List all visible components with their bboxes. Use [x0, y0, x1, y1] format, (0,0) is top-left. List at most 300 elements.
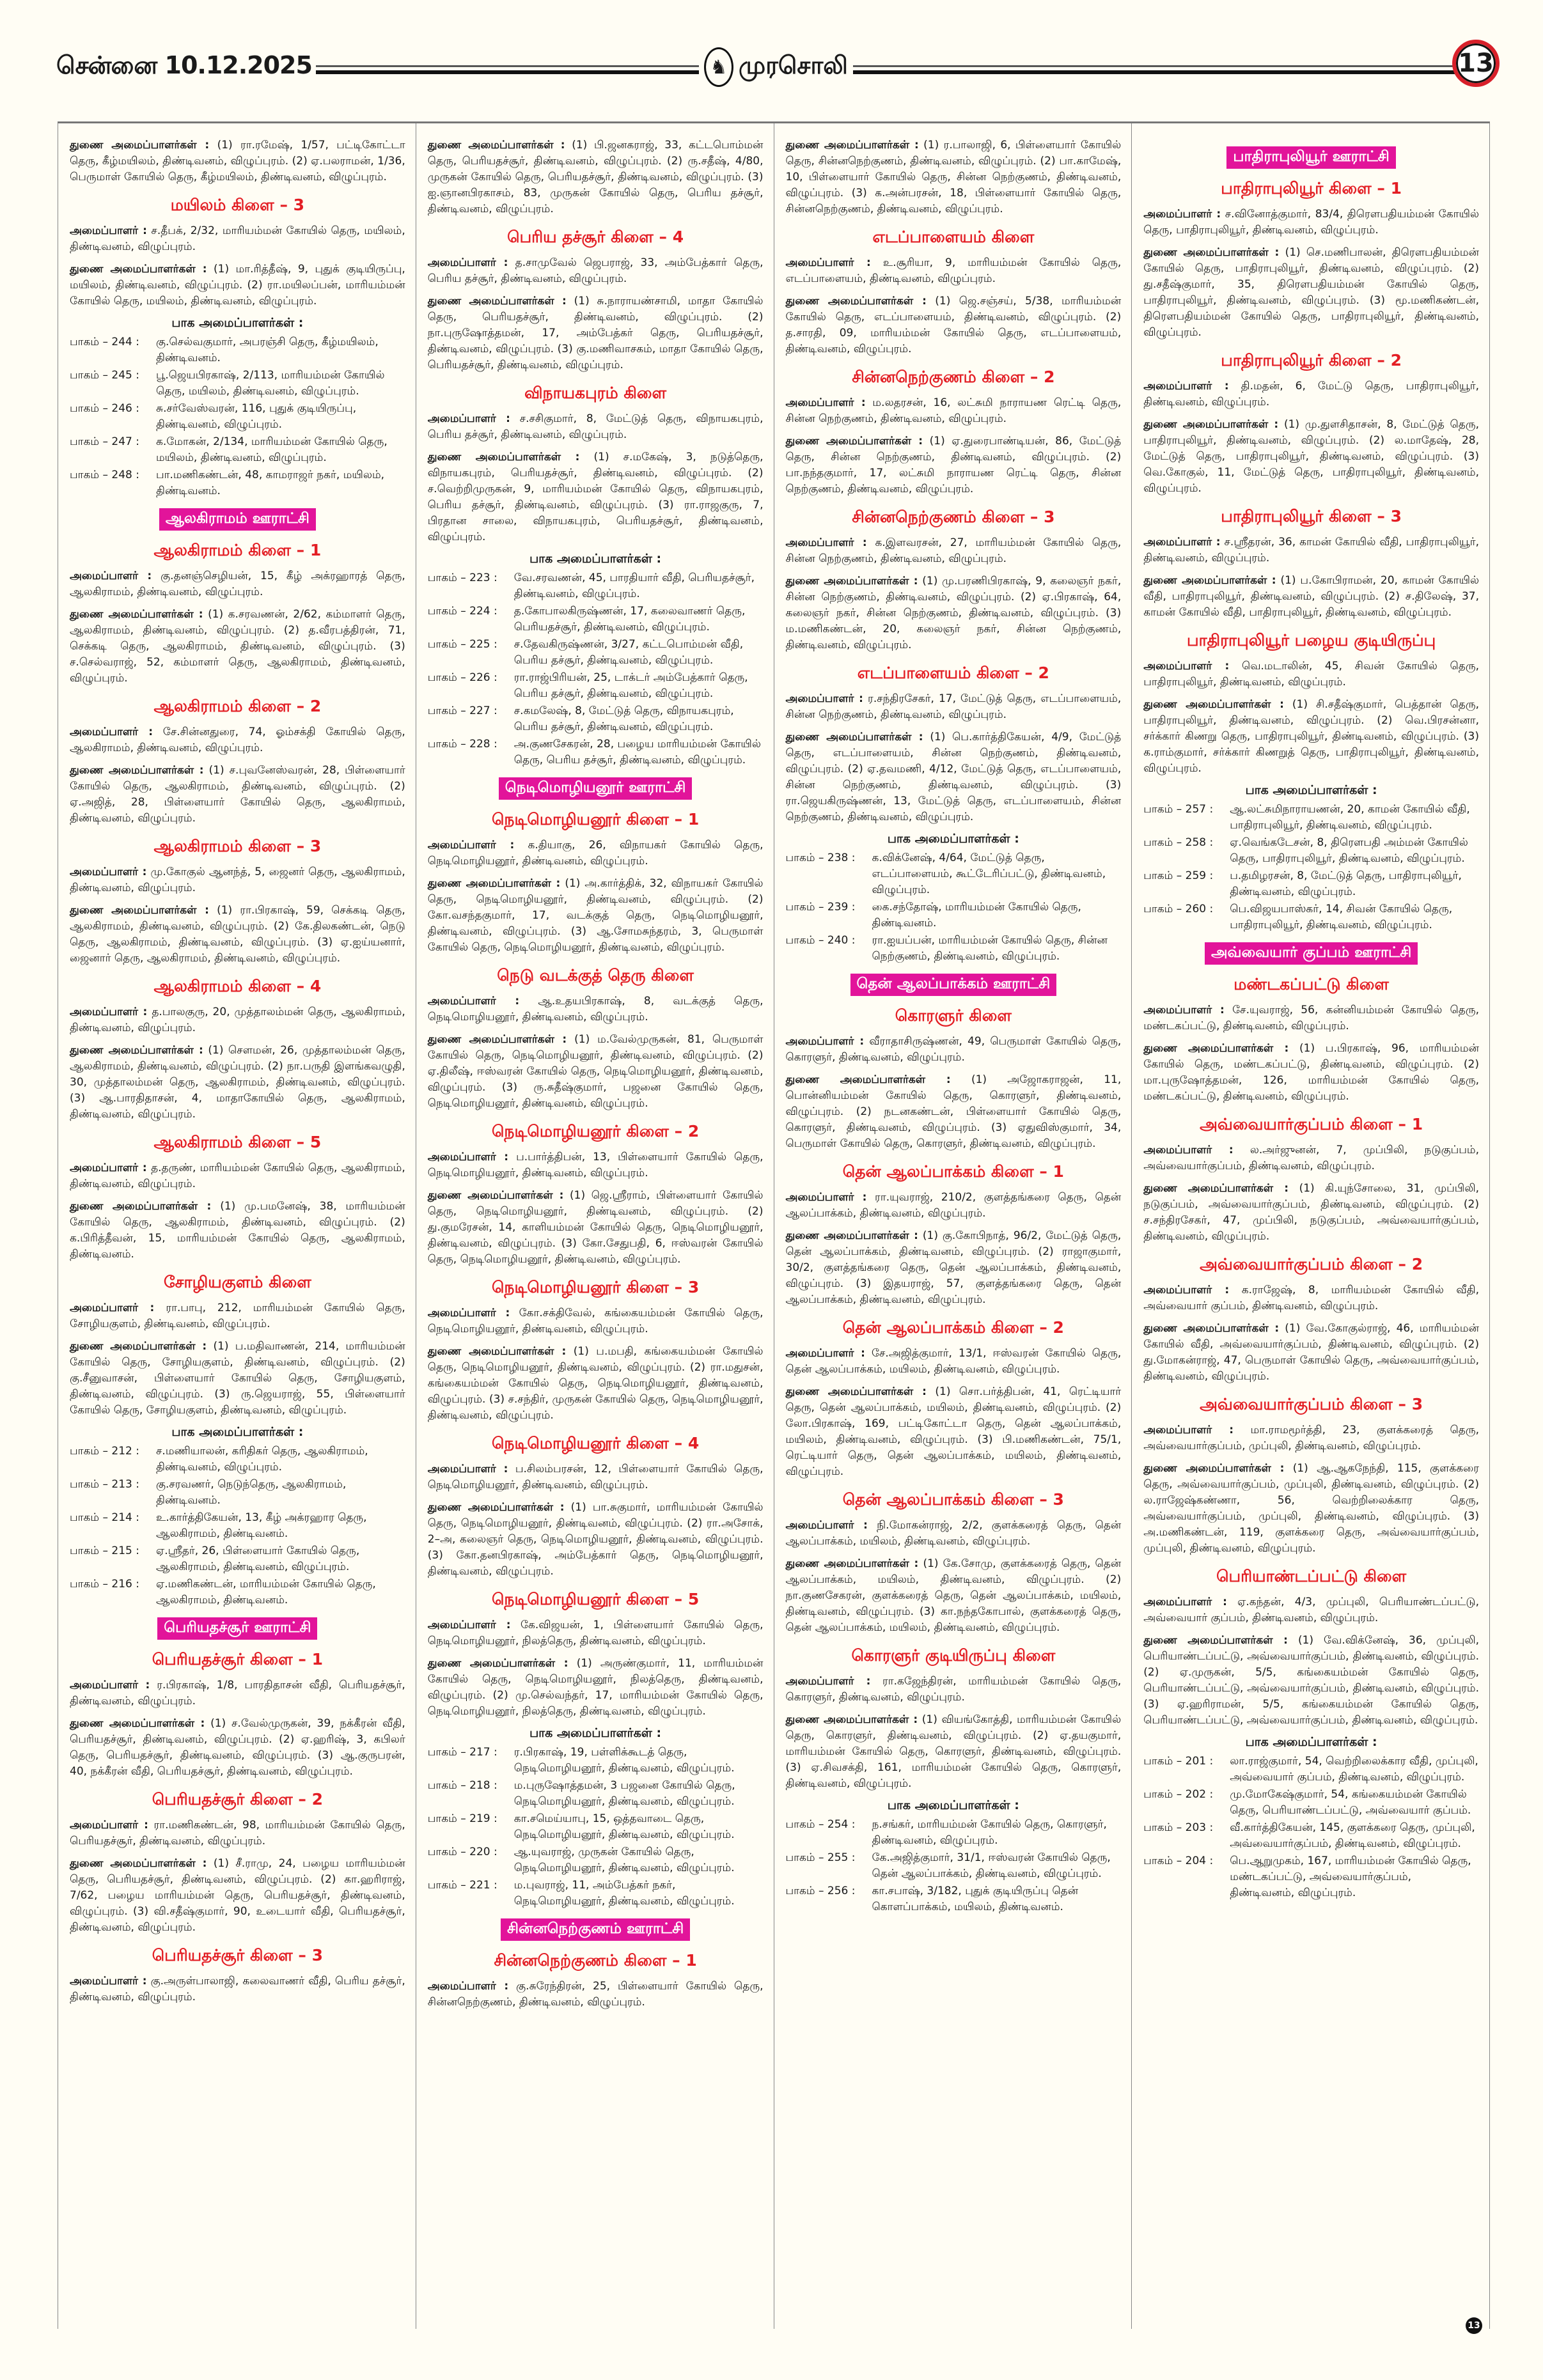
- branch-heading: அவ்வையார்குப்பம் கிளை – 2: [1200, 1255, 1423, 1273]
- branch-heading: அவ்வையார்குப்பம் கிளை – 3: [1200, 1395, 1423, 1413]
- booth-entry: [786, 1850, 1122, 1882]
- organizer-details: ர.சந்திரசேகர், 17, மேட்டுத் தெரு, எடப்பாளையம், சின்ன நெற்குணம், திண்டிவனம், விழுப்புரம்.: [785, 692, 1122, 721]
- role-label: துணை அமைப்பாளர்கள் :: [785, 1557, 919, 1570]
- booth-entry: [786, 899, 1122, 931]
- branch-heading: ஆலகிராமம் கிளை – 5: [153, 1133, 322, 1151]
- role-label: அமைப்பாளர் :: [427, 1619, 511, 1631]
- organizer-entry: [70, 1716, 405, 1780]
- branch-heading: பாதிராபுலியூர் பழைய குடியிருப்பு: [1186, 631, 1436, 649]
- booth-entry: [1143, 1754, 1479, 1785]
- role-label: துணை அமைப்பாளர்கள் :: [785, 1073, 951, 1086]
- organizer-entry: [428, 255, 764, 287]
- column-4: [1131, 123, 1490, 2329]
- organizer-details: (1) மு.பமனேஷ், 38, மாரியம்மன் கோயில் தெரு, ஆலகிராமம், திண்டிவனம், விழுப்புரம். (2) க.பிரித்தீவன், 15, மாரியம்மன் கோயில் தெரு, ஆலகிராமம், திண்டிவனம்.: [70, 1200, 405, 1261]
- organizer-entry: [786, 1228, 1122, 1308]
- organizer-details: கு.அருள்பாலாஜி, கலைவாணர் வீதி, பெரிய தச்சூர், திண்டிவனம், விழுப்புரம்.: [70, 1975, 405, 2003]
- organizer-details: (1) பெ.கார்த்திகேயன், 4/9, மேட்டுத் தெரு, எடப்பாளையம், சின்ன நெற்குணம், திண்டிவனம், விழுப்புரம். (2) ஏ.தவமணி, 4/12, மேட்டுத் தெரு, எடப்பாளையம், சின்ன நெற்குணம், திண்டிவனம், விழுப்புரம். (3) ரா.ஜெயகிருஷ்ணன், 13, மேட்டுத் தெரு, எடப்பாளையம், சின்ன நெற்குணம், திண்டிவனம், விழுப்புரம்.: [785, 731, 1122, 823]
- organizer-details: சே.சின்னதுரை, 74, ஓம்சக்தி கோயில் தெரு, ஆலகிராமம், திண்டிவனம், விழுப்புரம்.: [70, 726, 405, 754]
- organizer-entry: [70, 1677, 405, 1709]
- organizer-details: (1) கு.கோபிநாத், 96/2, மேட்டுத் தெரு, தென் ஆலப்பாக்கம், திண்டிவனம், விழுப்புரம். (2) ராஜாகுமார், 30/2, குளத்தங்கரை தெரு, தென் ஆலப்பாக்கம், திண்டிவனம், விழுப்புரம். (3) இதயராஜ், 57, குளத்தங்கரை தெரு, தென் ஆலப்பாக்கம், திண்டிவனம், விழுப்புரம்.: [785, 1229, 1122, 1306]
- role-label: துணை அமைப்பாளர்கள் :: [785, 1229, 918, 1242]
- organizer-details: வீராதாசிருஷ்ணன், 49, பெருமாள் கோயில் தெரு, கொரளுர், திண்டிவனம், விழுப்புரம்.: [785, 1035, 1122, 1064]
- booth-organizer: கா.சபாஷ், 3/182, புதுக் குடியிருப்பு தென் கொளப்பாக்கம், மயிலம், திண்டிவனம்.: [872, 1885, 1079, 1913]
- panchayat-title: சின்னநெற்குணம் ஊராட்சி: [501, 1918, 690, 1941]
- organizer-entry: [786, 729, 1122, 825]
- booth-number: பாகம் – 257 :: [1143, 803, 1214, 816]
- organizer-details: (1) ஜெ.ஸ்ரீராம், பிள்ளையார் கோயில் தெரு, நெடிமொழியனூர், திண்டிவனம், விழுப்புரம். (2) து.குமரேசன், 14, காளியம்மன் கோயில் தெரு, நெடிமொழியனூர், திண்டிவனம், விழுப்புரம். (3) கோ.சேதுபதி, 6, ஈஸ்வரன் கோயில் தெரு, நெடிமொழியனூர், திண்டிவனம், விழுப்புரம்.: [427, 1189, 764, 1266]
- role-label: துணை அமைப்பாளர்கள் :: [1143, 418, 1279, 431]
- booth-number: பாகம் – 255 :: [785, 1851, 856, 1864]
- organizer-entry: [786, 137, 1122, 217]
- organizer-details: (1) கி.யுந்சோலை, 31, முப்பிலி, நடுகுப்பம், அவ்வையார்குப்பம், திண்டிவனம், விழுப்புரம். (2) ச.சந்திரசேகர், 47, முப்பிலி, நடுகுப்பம், அவ்வையார்குப்பம், திண்டிவனம், விழுப்புரம்.: [1143, 1182, 1480, 1243]
- role-label: அமைப்பாளர் :: [70, 726, 153, 738]
- organizer-details: (1) சீ.ராமு, 24, பழைய மாரியம்மன் தெரு, பெரியதச்சூர், திண்டிவனம், விழுப்புரம். (2) கா.ஹரிராஜ், 7/62, பழைய மாரியம்மன் தெரு, பெரியதச்சூர், திண்டிவனம், விழுப்புரம். (3) வி.சதீஷ்குமார், 90, உடையார் வீதி, பெரியதச்சூர், திண்டிவனம், விழுப்புரம்.: [70, 1857, 405, 1934]
- role-label: அமைப்பாளர் :: [427, 412, 510, 425]
- booth-organizer: ரா.ஐயப்பன், மாரியம்மன் கோயில் தெரு, சின்ன நெற்குணம், திண்டிவனம், விழுப்புரம்.: [872, 934, 1108, 963]
- booth-number: பாகம் – 223 :: [427, 572, 497, 584]
- organizer-entry: [1143, 417, 1479, 497]
- organizer-entry: [1143, 1321, 1479, 1385]
- booth-organizer: வீ.கார்த்திகேயன், 145, குளக்கரை தெரு, முப்புலி, அவ்வையார்குப்பம், திண்டிவனம், விழுப்புரம்.: [1230, 1821, 1475, 1850]
- role-label: துணை அமைப்பாளர்கள் :: [427, 139, 565, 152]
- role-label: அமைப்பாளர் :: [785, 1675, 871, 1688]
- organizer-details: (1) சொ.பர்த்திபன், 41, ரெட்டியார் தெரு, தென் ஆலப்பாக்கம், மயிலம், திண்டிவனம், விழுப்புரம். (2) லோ.பிரகாஷ், 169, பட்டிகோட்டா தெரு, தென் ஆலப்பாக்கம், மயிலம், திண்டிவனம், விழுப்புரம். (3) பி.மணிகண்டன், 75/1, ரெட்டியார் தெரு, தென் ஆலப்பாக்கம், மயிலம், திண்டிவனம், விழுப்புரம்.: [785, 1385, 1122, 1478]
- organizer-details: த.சாமுவேல் ஜெபராஜ், 33, அம்பேத்கார் தெரு, பெரிய தச்சூர், திண்டிவனம், விழுப்புரம்.: [427, 256, 764, 285]
- organizer-details: (1) செ.மணிபாலன், திரௌபதியம்மன் கோயில் தெரு, பாதிராபுலியூர், திண்டிவனம், விழுப்புரம். (2) து.சதீஷ்குமார், 35, திரௌபதியம்மன் கோயில் தெரு, பாதிராபுலியூர், திண்டிவனம், விழுப்புரம். (3) மூ.மணிகண்டன், திரௌபதியம்மன் கோயில் தெரு, பாதிராபுலியூர், திண்டிவனம், விழுப்புரம்.: [1143, 246, 1480, 339]
- organizer-entry: [428, 137, 764, 217]
- organizer-details: (1) மு.பரணிபிரகாஷ், 9, கலைஞர் நகர், சின்ன நெற்குணம், திண்டிவனம், விழுப்புரம். (2) ஏ.பிரகாஷ், 64, கலைஞர் நகர், சின்ன நெற்குணம், திண்டிவனம், விழுப்புரம். (3) ம.மணிகண்டன், 20, கலைஞர் நகர், சின்ன நெற்குணம், திண்டிவனம், விழுப்புரம்.: [785, 575, 1122, 651]
- section-subheading: பாக அமைப்பாளர்கள் :: [887, 832, 1019, 846]
- booth-entry: [70, 401, 405, 433]
- booth-organizer: லா.ராஜ்குமார், 54, வெற்றிலைக்கார வீதி, முப்புலி, அவ்வையார் குப்பம், திண்டிவனம், விழுப்புரம்.: [1230, 1755, 1478, 1784]
- organizer-details: ஆ.உதயபிரகாஷ், 8, வடக்குத் தெரு, நெடிமொழியனூர், திண்டிவனம், விழுப்புரம்.: [427, 995, 764, 1023]
- branch-heading: நெடிமொழியனூர் கிளை – 3: [491, 1278, 700, 1296]
- booth-organizer: அ.குணசேகரன், 28, பழைய மாரியம்மன் கோயில் தெரு, பெரிய தச்சூர், திண்டிவனம், விழுப்புரம்.: [513, 738, 761, 766]
- booth-entry: [428, 1811, 764, 1843]
- organizer-entry: [786, 433, 1122, 497]
- branch-heading: நெடிமொழியனூர் கிளை – 4: [491, 1434, 700, 1452]
- panchayat-title: பெரியதச்சூர் ஊராட்சி: [157, 1617, 317, 1640]
- organizer-details: கே.விஜயன், 1, பிள்ளையார் கோயில் தெரு, நெடிமொழியனூர், நிலத்தெரு, திண்டிவனம், விழுப்புரம்.: [427, 1619, 764, 1647]
- branch-heading: பாதிராபுலியூர் கிளை – 2: [1221, 351, 1402, 369]
- booth-number: பாகம் – 218 :: [427, 1779, 497, 1792]
- organizer-details: (1) ச.புவனேஸ்வரன், 28, பிள்ளையார் கோயில் தெரு, ஆலகிராமம், திண்டிவனம், விழுப்புரம். (2) ஏ.அஜித், 28, பிள்ளையார் கோயில் தெரு, ஆலகிராமம், திண்டிவனம், விழுப்புரம்.: [70, 764, 405, 825]
- booth-entry: [428, 670, 764, 702]
- organizer-entry: [1143, 697, 1479, 777]
- organizer-entry: [70, 1973, 405, 2005]
- role-label: அமைப்பாளர் :: [1143, 1284, 1230, 1296]
- organizer-details: சே.யுவராஜ், 56, கன்னியம்மன் கோயில் தெரு, மண்டகப்பட்டு, திண்டிவனம், விழுப்புரம்.: [1143, 1004, 1479, 1032]
- booth-entry: [70, 1443, 405, 1475]
- booth-organizer: பெ.ஆறுமுகம், 167, மாரியம்மன் கோயில் தெரு, மண்டகப்பட்டு, அவ்வையார்குப்பம், திண்டிவனம், விழுப்புரம்.: [1230, 1855, 1471, 1899]
- organizer-entry: [1143, 1461, 1479, 1557]
- booth-number: பாகம் – 254 :: [785, 1818, 856, 1831]
- organizer-entry: [786, 293, 1122, 357]
- organizer-entry: [786, 1034, 1122, 1066]
- panchayat-title: பாதிராபுலியூர் ஊராட்சி: [1226, 146, 1395, 169]
- section-subheading: பாக அமைப்பாளர்கள் :: [1245, 1735, 1377, 1749]
- booth-entry: [1143, 802, 1479, 834]
- organizer-details: வெ.மடாலின், 45, சிவன் கோயில் தெரு, பாதிராபுலியூர், திண்டிவனம், விழுப்புரம்.: [1143, 660, 1479, 688]
- page-number-badge: 13: [1452, 40, 1500, 87]
- role-label: அமைப்பாளர் :: [70, 1006, 148, 1018]
- booth-entry: [70, 434, 405, 466]
- organizer-details: ஏ.கந்தன், 4/3, முப்புலி, பெரியாண்டப்பட்டு, அவ்வையார் குப்பம், திண்டிவனம், விழுப்புரம்.: [1143, 1596, 1480, 1624]
- paper-logo: [699, 45, 853, 89]
- section-subheading: பாக அமைப்பாளர்கள் :: [1245, 783, 1377, 797]
- branch-heading: விநாயகபுரம் கிளை: [524, 384, 667, 402]
- organizer-entry: [786, 1190, 1122, 1222]
- role-label: துணை அமைப்பாளர்கள் :: [427, 1189, 564, 1202]
- organizer-details: மா.ராமமூர்த்தி, 23, குளக்கரைத் தெரு, அவ்வையார்குப்பம், முப்புலி, திண்டிவனம், விழுப்புரம்.: [1143, 1424, 1479, 1452]
- paper-name: முரசொலி: [739, 51, 848, 79]
- role-label: அமைப்பாளர் :: [785, 536, 867, 549]
- booth-entry: [786, 1883, 1122, 1915]
- role-label: துணை அமைப்பாளர்கள் :: [427, 1501, 565, 1514]
- booth-organizer: கை.சந்தோஷ், மாரியம்மன் கோயில் தெரு, திண்டிவனம்.: [872, 901, 1081, 929]
- organizer-details: ப.சிலம்பரசன், 12, பிள்ளையார் கோயில் தெரு, நெடிமொழியனூர், திண்டிவனம், விழுப்புரம்.: [427, 1463, 764, 1491]
- booth-number: பாகம் – 256 :: [785, 1885, 856, 1897]
- organizer-details: ரா.கஜேந்திரன், மாரியம்மன் கோயில் தெரு, கொரளுர், திண்டிவனம், விழுப்புரம்.: [785, 1675, 1122, 1704]
- organizer-entry: [1143, 573, 1479, 621]
- role-label: துணை அமைப்பாளர்கள் :: [427, 1657, 568, 1670]
- section-subheading: பாக அமைப்பாளர்கள் :: [171, 316, 304, 330]
- role-label: துணை அமைப்பாளர்கள் :: [427, 1033, 567, 1046]
- booth-entry: [1143, 1853, 1479, 1901]
- booth-entry: [70, 368, 405, 400]
- organizer-entry: [786, 1556, 1122, 1636]
- organizer-details: (1) வே.விக்னேஷ், 36, முப்புலி, பெரியாண்டப்பட்டு, அவ்வையார்குப்பம், திண்டிவனம், விழுப்புரம். (2) ஏ.முருகன், 5/5, கங்கையம்மன் கோயில் தெரு, பெரியாண்டப்பட்டு, அவ்வையார்குப்பம், திண்டிவனம், விழுப்புரம். (3) ஏ.ஹரிராமன், 5/5, கங்கையம்மன் கோயில் தெரு, பெரியாண்டப்பட்டு, அவ்வையார்குப்பம், திண்டிவனம், விழுப்புரம்.: [1143, 1634, 1480, 1727]
- organizer-entry: [786, 395, 1122, 427]
- role-label: அமைப்பாளர் :: [1143, 1144, 1234, 1156]
- organizer-details: ச.வினோத்குமார், 83/4, திரௌபதியம்மன் கோயில் தெரு, பாதிராபுலியூர், திண்டிவனம், விழுப்புரம்.: [1143, 208, 1480, 237]
- role-label: அமைப்பாளர் :: [70, 1975, 147, 1987]
- role-label: துணை அமைப்பாளர்கள் :: [427, 451, 580, 463]
- booth-entry: [428, 1878, 764, 1909]
- role-label: துணை அமைப்பாளர்கள் :: [785, 295, 927, 307]
- booth-organizer: கு.செல்வகுமார், அபரஞ்சி தெரு, கீழ்மயிலம், திண்டிவனம்.: [156, 336, 379, 364]
- role-label: அமைப்பாளர் :: [1143, 1004, 1225, 1016]
- role-label: துணை அமைப்பாளர்கள் :: [1143, 1462, 1285, 1475]
- organizer-details: (1) கே.சோமு, குளக்கரைத் தெரு, தென் ஆலப்பாக்கம், மயிலம், திண்டிவனம், விழுப்புரம். (2) நா.குணசேகரன், குளக்கரைத் தெரு, தென் ஆலப்பாக்கம், மயிலம், திண்டிவனம், விழுப்புரம். (3) கா.நந்தகோபால், குளக்கரைத் தெரு, தென் ஆலப்பாக்கம், மயிலம், திண்டிவனம், விழுப்புரம்.: [785, 1557, 1122, 1634]
- section-subheading: பாக அமைப்பாளர்கள் :: [171, 1425, 304, 1439]
- role-label: துணை அமைப்பாளர்கள் :: [1143, 1042, 1289, 1055]
- organizer-details: கோ.சக்திவேல், கங்கையம்மன் கோயில் தெரு, நெடிமொழியனூர், திண்டிவனம், விழுப்புரம்.: [427, 1307, 764, 1335]
- booth-number: பாகம் – 204 :: [1143, 1855, 1214, 1867]
- booth-number: பாகம் – 259 :: [1143, 869, 1214, 882]
- booth-organizer: க.விக்னேஷ், 4/64, மேட்டுத் தெரு, எடப்பாளையம், கூட்டேரிப்பட்டு, திண்டிவனம், விழுப்புரம்.: [872, 852, 1106, 896]
- organizer-entry: [786, 535, 1122, 567]
- organizer-entry: [428, 1617, 764, 1649]
- booth-number: பாகம் – 215 :: [70, 1544, 139, 1557]
- booth-entry: [70, 1543, 405, 1575]
- booth-number: பாகம் – 220 :: [427, 1846, 497, 1858]
- booth-organizer: த.கோபாலகிருஷ்ணன், 17, கலைவாணர் தெரு, பெரியதச்சூர், திண்டிவனம், விழுப்புரம்.: [513, 605, 746, 634]
- branch-heading: எடப்பாளையம் கிளை – 2: [857, 664, 1049, 682]
- role-label: அமைப்பாளர் :: [1143, 1424, 1234, 1436]
- booth-entry: [786, 933, 1122, 965]
- organizer-details: ரா.மணிகண்டன், 98, மாரியம்மன் கோயில் தெரு, பெரியதச்சூர், திண்டிவனம், விழுப்புரம்.: [70, 1819, 405, 1847]
- booth-organizer: ஏ.ஸ்ரீதர், 26, பிள்ளையார் கோயில் தெரு, ஆலகிராமம், திண்டிவனம், விழுப்புரம்.: [156, 1544, 360, 1573]
- booth-organizer: ர.பிரகாஷ், 19, பள்ளிக்கூடத் தெரு, நெடிமொழியனூர், திண்டிவனம், விழுப்புரம்.: [513, 1746, 735, 1775]
- role-label: துணை அமைப்பாளர்கள் :: [427, 1345, 567, 1358]
- role-label: அமைப்பாளர் :: [427, 995, 520, 1007]
- booth-organizer: ஆ.லட்சுமிநாராயணன், 20, காமன் கோயில் வீதி, பாதிராபுலியூர், திண்டிவனம், விழுப்புரம்.: [1230, 803, 1470, 832]
- organizer-details: ல.அர்ஜுனன், 7, முப்பிலி, நடுகுப்பம், அவ்வையார்குப்பம், திண்டிவனம், விழுப்புரம்.: [1143, 1144, 1480, 1172]
- booth-entry: [70, 467, 405, 499]
- booth-entry: [786, 1817, 1122, 1849]
- organizer-details: (1) ப.பிரகாஷ், 96, மாரியம்மன் கோயில் தெரு, மண்டகப்பட்டு, திண்டிவனம், விழுப்புரம். (2) மா.புருஷோத்தமன், 126, மாரியம்மன் கோயில் தெரு, மண்டகப்பட்டு, திண்டிவனம், விழுப்புரம்.: [1143, 1042, 1480, 1103]
- organizer-details: ரா.பாபு, 212, மாரியம்மன் கோயில் தெரு, சோழியகுளம், திண்டிவனம், விழுப்புரம்.: [70, 1302, 405, 1330]
- panchayat-banner: [70, 508, 405, 531]
- organizer-entry: [70, 763, 405, 827]
- branch-heading: பாதிராபுலியூர் கிளை – 3: [1221, 507, 1402, 525]
- booth-number: பாகம் – 217 :: [427, 1746, 497, 1759]
- organizer-details: சே.அஜித்குமார், 13/1, ஈஸ்வரன் கோயில் தெரு, தென் ஆலப்பாக்கம், மயிலம், திண்டிவனம், விழுப்புரம்.: [785, 1347, 1122, 1376]
- column-3: [774, 123, 1132, 2329]
- organizer-details: (1) மா.ரித்தீஷ், 9, புதுக் குடியிருப்பு, மயிலம், திண்டிவனம், விழுப்புரம். (2) ரா.மயிலப்பன், மாரியம்மன் கோயில் தெரு, மயிலம், திண்டிவனம், விழுப்புரம்.: [70, 263, 405, 307]
- branch-heading: அவ்வையார்குப்பம் கிளை – 1: [1200, 1115, 1423, 1133]
- organizer-entry: [70, 607, 405, 687]
- booth-organizer: ந.சங்கர், மாரியம்மன் கோயில் தெரு, கொரளுர், திண்டிவனம், விழுப்புரம்.: [872, 1818, 1107, 1847]
- booth-organizer: பெ.விஜயபாஸ்கர், 14, சிவன் கோயில் தெரு, பாதிராபுலியூர், திண்டிவனம், விழுப்புரம்.: [1230, 903, 1453, 931]
- role-label: துணை அமைப்பாளர்கள் :: [427, 877, 561, 890]
- booth-entry: [1143, 1820, 1479, 1852]
- organizer-details: கு.சுரேந்திரன், 25, பிள்ளையார் கோயில் தெரு, சின்னநெற்குணம், திண்டிவனம், விழுப்புரம்.: [427, 1980, 764, 2009]
- booth-number: பாகம் – 213 :: [70, 1478, 139, 1491]
- organizer-details: (1) அஜோகராஜன், 11, பொன்னியம்மன் கோயில் தெரு, கொரளுர், திண்டிவனம், விழுப்புரம். (2) நடனகண்டன், பிள்ளையார் கோயில் தெரு, கொரளுர், திண்டிவனம், விழுப்புரம். (3) ஏதுவிஸ்குமார், 34, பெருமாள் கோயில் தெரு, கொரளுர், திண்டிவனம், விழுப்புரம்.: [785, 1073, 1122, 1150]
- organizer-details: (1) ப.மதிவாணன், 214, மாரியம்மன் கோயில் தெரு, சோழியகுளம், திண்டிவனம், விழுப்புரம். (2) கு.சீனுவாசன், பிள்ளையார் கோயில் தெரு, சோழியகுளம், திண்டிவனம், விழுப்புரம். (3) ரு.ஜெயராஜ், 55, பிள்ளையார் கோயில் தெரு, சோழியகுளம், திண்டிவனம், விழுப்புரம்.: [70, 1340, 405, 1417]
- role-label: அமைப்பாளர் :: [785, 1191, 867, 1204]
- organizer-entry: [70, 1199, 405, 1263]
- panchayat-title: ஆலகிராமம் ஊராட்சி: [159, 508, 316, 531]
- organizer-details: (1) ப.மபதி, கங்கையம்மன் கோயில் தெரு, நெடிமொழியனூர், திண்டிவனம், விழுப்புரம். (2) ரா.மதுசன், கங்கையம்மன் கோயில் தெரு, நெடிமொழியனூர், திண்டிவனம், விழுப்புரம். (3) ச.சந்திர், முருகன் கோயில் தெரு, நெடிமொழியனூர், திண்டிவனம், விழுப்புரம்.: [427, 1345, 764, 1422]
- organizer-details: (1) க.சரவணன், 2/62, கம்மாளர் தெரு, ஆலகிராமம், திண்டிவனம், விழுப்புரம். (2) த.வீரபத்திரன், 71, செக்கடி தெரு, ஆலகிராமம், திண்டிவனம், விழுப்புரம். (3) ச.செல்வராஜ், 52, கம்மாளர் தெரு, ஆலகிராமம், திண்டிவனம், விழுப்புரம்.: [70, 608, 405, 685]
- panchayat-banner: [1143, 942, 1479, 965]
- role-label: அமைப்பாளர் :: [785, 1347, 865, 1360]
- role-label: அமைப்பாளர் :: [1143, 208, 1221, 221]
- branch-heading: மண்டகப்பட்டு கிளை: [1234, 975, 1389, 993]
- organizer-details: (1) சௌமன், 26, முத்தாலம்மன் தெரு, ஆலகிராமம், திண்டிவனம், விழுப்புரம். (2) நா.பருதி இளங்கவழுதி, 30, முத்தாலம்மன் தெரு, ஆலகிராமம், திண்டிவனம், விழுப்புரம். (3) ஆ.பாரதிதாசன், 4, மாதாகோயில் தெரு, ஆலகிராமம், திண்டிவனம், விழுப்புரம்.: [70, 1044, 405, 1121]
- role-label: துணை அமைப்பாளர்கள் :: [785, 575, 918, 587]
- organizer-entry: [1143, 245, 1479, 341]
- organizer-entry: [1143, 1002, 1479, 1034]
- branch-heading: கொரளுர் கிளை: [895, 1006, 1012, 1025]
- organizer-details: (1) அருண்குமார், 11, மாரியம்மன் கோயில் தெரு, நெடிமொழியனூர், நிலத்தெரு, திண்டிவனம், விழுப்புரம். (2) மு.செல்வந்தர், 17, மாரியம்மன் கோயில் தெரு, நெடிமொழியனூர், நிலத்தெரு, திண்டிவனம், விழுப்புரம்.: [427, 1657, 764, 1718]
- organizer-details: (1) சு.நாராயண்சாமி, மாதா கோயில் தெரு, பெரியதச்சூர், திண்டிவனம், விழுப்புரம். (2) நா.புருஷோத்தமன், 17, அம்பேத்கர் தெரு, பெரியதச்சூர், திண்டிவனம், விழுப்புரம். (3) கு.மணிவாசகம், மாதா கோயில் தெரு, பெரியதச்சூர், திண்டிவனம், விழுப்புரம்.: [427, 295, 764, 371]
- organizer-details: க.இளவரசன், 27, மாரியம்மன் கோயில் தெரு, சின்ன நெற்குணம், திண்டிவனம், விழுப்புரம்.: [785, 536, 1122, 565]
- organizer-details: தி.மதன், 6, மேட்டு தெரு, பாதிராபுலியூர், திண்டிவனம், விழுப்புரம்.: [1143, 380, 1480, 408]
- branch-heading: நெடிமொழியனூர் கிளை – 2: [491, 1122, 700, 1140]
- booth-entry: [70, 334, 405, 366]
- booth-number: பாகம் – 228 :: [427, 738, 497, 751]
- branch-heading: நெடிமொழியனூர் கிளை – 5: [491, 1590, 700, 1608]
- branch-heading: பெரியாண்டப்பட்டு கிளை: [1216, 1567, 1407, 1585]
- booth-organizer: க.மோகன், 2/134, மாரியம்மன் கோயில் தெரு, மயிலம், திண்டிவனம், விழுப்புரம்.: [156, 435, 388, 464]
- booth-entry: [70, 1477, 405, 1509]
- role-label: துணை அமைப்பாளர்கள் :: [427, 295, 567, 307]
- booth-number: பாகம் – 258 :: [1143, 836, 1214, 849]
- branch-heading: பெரியதச்சூர் கிளை – 3: [152, 1946, 324, 1964]
- booth-organizer: மு.மோகேஷ்குமார், 54, கங்கையம்மன் கோயில் தெரு, பெரியாண்டப்பட்டு, அவ்வையார் குப்பம்.: [1230, 1788, 1471, 1817]
- organizer-entry: [428, 1149, 764, 1181]
- booth-number: பாகம் – 214 :: [70, 1511, 139, 1524]
- panchayat-banner: [1143, 146, 1479, 169]
- role-label: துணை அமைப்பாளர்கள் :: [1143, 698, 1284, 711]
- organizer-details: ச.ஸ்ரீதரன், 36, காமன் கோயில் வீதி, பாதிராபுலியூர், திண்டிவனம், விழுப்புரம்.: [1143, 536, 1479, 564]
- footer-page-number: 13: [1466, 2317, 1482, 2334]
- organizer-entry: [70, 1339, 405, 1419]
- booth-entry: [428, 570, 764, 602]
- organizer-details: (1) ச.வேல்முருகன், 39, நக்கீரன் வீதி, பெரியதச்சூர், திண்டிவனம், விழுப்புரம். (2) ஏ.ஹரிஷ், 3, கபிலர் தெரு, பெரியதச்சூர், திண்டிவனம், விழுப்புரம். (3) ஆ.குருபரன், 40, நக்கீரன் வீதி, பெரியதச்சூர், திண்டிவனம், விழுப்புரம்.: [70, 1717, 405, 1778]
- organizer-entry: [786, 1518, 1122, 1550]
- article-columns: [58, 121, 1490, 2329]
- organizer-details: (1) ர.பாலாஜி, 6, பிள்ளையார் கோயில் தெரு, சின்னநெற்குணம், திண்டிவனம், விழுப்புரம். (2) பா.காமேஷ், 10, பிள்ளையார் கோயில் தெரு, சின்ன நெற்குணம், திண்டிவனம், விழுப்புரம். (3) க.அன்பரசன், 18, பிள்ளையார் கோயில் தெரு, சின்னநெற்குணம், திண்டிவனம், விழுப்புரம்.: [785, 139, 1122, 215]
- branch-heading: பெரியதச்சூர் கிளை – 1: [152, 1650, 324, 1668]
- organizer-details: ச.சசிகுமார், 8, மேட்டுத் தெரு, விநாயகபுரம், பெரிய தச்சூர், திண்டிவனம், விழுப்புரம்.: [427, 412, 764, 441]
- branch-heading: மயிலம் கிளை – 3: [170, 196, 305, 214]
- role-label: அமைப்பாளர் :: [70, 1819, 148, 1832]
- organizer-details: (1) ஜெ.சஞ்சய், 5/38, மாரியம்மன் கோயில் தெரு, எடப்பாளையம், திண்டிவனம், விழுப்புரம். (2) த.சாரதி, 09, மாரியம்மன் கோயில் தெரு, எடப்பாளையம், திண்டிவனம், விழுப்புரம்.: [785, 295, 1122, 355]
- booth-organizer: ம.புவராஜ், 11, அம்பேத்கர் நகர், நெடிமொழியனூர், திண்டிவனம், விழுப்புரம்.: [513, 1879, 735, 1908]
- booth-organizer: வே.சரவணன், 45, பாரதியார் வீதி, பெரியதச்சூர், திண்டிவனம், விழுப்புரம்.: [513, 572, 755, 600]
- branch-heading: நெடிமொழியனூர் கிளை – 1: [491, 810, 700, 828]
- organizer-entry: [1143, 206, 1479, 238]
- role-label: அமைப்பாளர் :: [785, 692, 863, 705]
- role-label: துணை அமைப்பாளர்கள் :: [785, 435, 923, 447]
- role-label: துணை அமைப்பாளர்கள் :: [1143, 1634, 1288, 1647]
- organizer-entry: [428, 1032, 764, 1112]
- role-label: அமைப்பாளர் :: [427, 1151, 509, 1163]
- booth-organizer: பூ.ஜெயபிரகாஷ், 2/113, மாரியம்மன் கோயில் தெரு, மயிலம், திண்டிவனம், விழுப்புரம்.: [156, 369, 385, 398]
- organizer-entry: [70, 261, 405, 309]
- organizer-entry: [1143, 1041, 1479, 1105]
- organizer-details: (1) ரா.ரமேஷ், 1/57, பட்டிகோட்டா தெரு, கீழ்மயிலம், திண்டிவனம், விழுப்புரம். (2) ஏ.பலராமன், 1/36, பெருமாள் கோயில் தெரு, கீழ்மயிலம், திண்டிவனம், விழுப்புரம்.: [70, 139, 405, 183]
- organizer-entry: [428, 1500, 764, 1580]
- organizer-details: (1) பா.சுகுமார், மாரியம்மன் கோயில் தெரு, நெடிமொழியனூர், திண்டிவனம், விழுப்புரம். (2) ரா.அசோக், 2–அ, கலைஞர் தெரு, நெடிமொழியனூர், திண்டிவனம், விழுப்புரம். (3) கோ.தனபிரகாஷ், அம்பேத்கார் தெரு, நெடிமொழியனூர், திண்டிவனம், விழுப்புரம்.: [427, 1501, 764, 1578]
- section-subheading: பாக அமைப்பாளர்கள் :: [887, 1798, 1019, 1812]
- panchayat-banner: [70, 1617, 405, 1640]
- organizer-entry: [70, 1160, 405, 1192]
- role-label: துணை அமைப்பாளர்கள் :: [70, 1200, 212, 1213]
- role-label: துணை அமைப்பாளர்கள் :: [70, 764, 204, 777]
- booth-entry: [428, 1745, 764, 1777]
- booth-number: பாகம் – 227 :: [427, 704, 497, 717]
- column-1: [58, 123, 416, 2329]
- organizer-details: (1) ச.மகேஷ், 3, நடுத்தெரு, விநாயகபுரம், பெரியதச்சூர், திண்டிவனம், விழுப்புரம். (2) ச.வெற்றிமுருகன், 9, மாரியம்மன் கோயில் தெரு, விநாயகபுரம், பெரிய தச்சூர், திண்டிவனம், விழுப்புரம். (3) ரா.ராஜகுரு, 7, பிரதான சாலை, விநாயகபுரம், பெரியதச்சூர், திண்டிவனம், விழுப்புரம்.: [427, 451, 764, 543]
- branch-heading: ஆலகிராமம் கிளை – 1: [153, 541, 322, 559]
- panchayat-title: நெடிமொழியனூர் ஊராட்சி: [499, 777, 693, 800]
- organizer-entry: [70, 1300, 405, 1332]
- organizer-details: க.தியாகு, 26, விநாயகர் கோயில் தெரு, நெடிமொழியனூர், திண்டிவனம், விழுப்புரம்.: [427, 839, 764, 867]
- organizer-entry: [786, 691, 1122, 723]
- booth-organizer: ச.தேவகிருஷ்ணன், 3/27, கட்டபொம்மன் வீதி, பெரிய தச்சூர், திண்டிவனம், விழுப்புரம்.: [513, 638, 744, 667]
- role-label: துணை அமைப்பாளர்கள் :: [70, 263, 207, 276]
- booth-number: பாகம் – 247 :: [70, 435, 139, 448]
- branch-heading: பெரிய தச்சூர் கிளை – 4: [507, 228, 684, 246]
- booth-number: பாகம் – 221 :: [427, 1879, 497, 1892]
- organizer-details: க.ராஜேஷ், 8, மாரியம்மன் கோயில் வீதி, அவ்வையார் குப்பம், திண்டிவனம், விழுப்புரம்.: [1143, 1284, 1480, 1312]
- branch-heading: எடப்பாளையம் கிளை: [872, 228, 1035, 246]
- organizer-entry: [428, 1979, 764, 2011]
- role-label: அமைப்பாளர் :: [70, 1302, 155, 1314]
- organizer-entry: [1143, 1142, 1479, 1174]
- booth-organizer: ஏ.மணிகண்டன், மாரியம்மன் கோயில் தெரு, ஆலகிராமம், திண்டிவனம்.: [156, 1578, 376, 1606]
- organizer-entry: [786, 255, 1122, 287]
- organizer-entry: [70, 137, 405, 185]
- role-label: அமைப்பாளர் :: [70, 1162, 147, 1174]
- role-label: துணை அமைப்பாளர்கள் :: [70, 608, 203, 621]
- organizer-details: (1) ஏ.துரைபாண்டியன், 86, மேட்டுத் தெரு, சின்ன நெற்குணம், திண்டிவனம், விழுப்புரம். (2) பா.நந்தகுமார், 17, லட்சுமி நாராயண ரெட்டி தெரு, சின்ன நெற்குணம், திண்டிவனம், விழுப்புரம்.: [785, 435, 1122, 495]
- role-label: துணை அமைப்பாளர்கள் :: [70, 139, 210, 152]
- role-label: துணை அமைப்பாளர்கள் :: [1143, 574, 1276, 587]
- booth-entry: [1143, 835, 1479, 867]
- role-label: துணை அமைப்பாளர்கள் :: [1143, 1182, 1288, 1195]
- organizer-entry: [1143, 1282, 1479, 1314]
- role-label: துணை அமைப்பாளர்கள் :: [70, 1044, 203, 1057]
- organizer-entry: [786, 1674, 1122, 1706]
- organizer-entry: [1143, 658, 1479, 690]
- role-label: அமைப்பாளர் :: [1143, 1596, 1227, 1608]
- organizer-details: த.பாலகுரு, 20, முத்தாலம்மன் தெரு, ஆலகிராமம், திண்டிவனம், விழுப்புரம்.: [70, 1006, 405, 1034]
- organizer-details: ர.பிரகாஷ், 1/8, பாரதிதாசன் வீதி, பெரியதச்சூர், திண்டிவனம், விழுப்புரம்.: [70, 1679, 405, 1707]
- section-subheading: பாக அமைப்பாளர்கள் :: [529, 552, 662, 566]
- organizer-details: மு.கோகுல் ஆனந்த், 5, ஜைனர் தெரு, ஆலகிராமம், திண்டிவனம், விழுப்புரம்.: [70, 866, 405, 894]
- booth-entry: [1143, 901, 1479, 933]
- organizer-entry: [428, 1188, 764, 1268]
- organizer-entry: [428, 449, 764, 545]
- role-label: அமைப்பாளர் :: [427, 1980, 509, 1993]
- booth-organizer: ச.கமலேஷ், 8, மேட்டுத் தெரு, விநாயகபுரம், பெரிய தச்சூர், திண்டிவனம், விழுப்புரம்.: [513, 704, 734, 733]
- organizer-entry: [70, 1856, 405, 1936]
- role-label: அமைப்பாளர் :: [70, 570, 152, 582]
- organizer-entry: [70, 568, 405, 600]
- role-label: அமைப்பாளர் :: [70, 224, 147, 237]
- organizer-entry: [786, 1712, 1122, 1792]
- role-label: துணை அமைப்பாளர்கள் :: [1143, 246, 1280, 259]
- booth-organizer: பா.மணிகண்டன், 48, காமராஜர் நகர், மயிலம், திண்டிவனம்.: [156, 469, 385, 497]
- role-label: துணை அமைப்பாளர்கள் :: [785, 139, 919, 152]
- booth-organizer: கு.சரவணர், நெடுந்தெரு, ஆலகிராமம், திண்டிவனம்.: [156, 1478, 347, 1507]
- role-label: துணை அமைப்பாளர்கள் :: [785, 1713, 918, 1726]
- role-label: அமைப்பாளர் :: [427, 256, 508, 269]
- booth-number: பாகம் – 225 :: [427, 638, 497, 651]
- role-label: அமைப்பாளர் :: [70, 866, 147, 878]
- booth-organizer: ஏ.வெங்கடேசன், 8, திரௌபதி அம்மன் கோயில் தெரு, பாதிராபுலியூர், திண்டிவனம், விழுப்புரம்.: [1230, 836, 1468, 865]
- branch-heading: பாதிராபுலியூர் கிளை – 1: [1221, 179, 1402, 198]
- booth-number: பாகம் – 226 :: [427, 671, 497, 684]
- booth-number: பாகம் – 240 :: [785, 934, 856, 947]
- branch-heading: தென் ஆலப்பாக்கம் கிளை – 3: [842, 1490, 1064, 1509]
- role-label: அமைப்பாளர் :: [785, 256, 871, 269]
- organizer-entry: [70, 724, 405, 756]
- organizer-entry: [428, 1305, 764, 1337]
- organizer-entry: [1143, 1594, 1479, 1626]
- panchayat-title: அவ்வையார் குப்பம் ஊராட்சி: [1205, 942, 1418, 965]
- organizer-details: (1) ரா.பிரகாஷ், 59, செக்கடி தெரு, ஆலகிராமம், திண்டிவனம், விழுப்புரம். (2) கே.திலகண்டன், நெடு தெரு, ஆலகிராமம், திண்டிவனம், விழுப்புரம். (3) ஏ.ஐய்யனார், ஜைனார் தெரு, ஆலகிராமம், திண்டிவனம், விழுப்புரம்.: [70, 904, 405, 965]
- branch-heading: ஆலகிராமம் கிளை – 3: [153, 837, 322, 855]
- role-label: அமைப்பாளர் :: [785, 1519, 868, 1532]
- section-subheading: பாக அமைப்பாளர்கள் :: [529, 1726, 662, 1740]
- role-label: அமைப்பாளர் :: [427, 1307, 510, 1319]
- edition-date: சென்னை 10.12.2025: [56, 51, 316, 83]
- booth-number: பாகம் – 216 :: [70, 1578, 139, 1591]
- organizer-details: உ.சூரியா, 9, மாரியம்மன் கோயில் தெரு, எடப்பாளையம், திண்டிவனம், விழுப்புரம்.: [785, 256, 1122, 285]
- role-label: துணை அமைப்பாளர்கள் :: [70, 1857, 207, 1870]
- organizer-details: (1) பி.ஜனகராஜ், 33, கட்டபொம்மன் தெரு, பெரியதச்சூர், திண்டிவனம், விழுப்புரம். (2) ரு.சதீஷ், 4/80, முருகன் கோயில் தெரு, பெரியதச்சூர், திண்டிவனம், விழுப்புரம். (3) ஐ.ஞானபிரகாசம், 83, முருகன் கோயில் தெரு, பெரிய தச்சூர், திண்டிவனம், விழுப்புரம்.: [427, 139, 764, 215]
- booth-number: பாகம் – 212 :: [70, 1445, 139, 1458]
- booth-entry: [70, 1510, 405, 1542]
